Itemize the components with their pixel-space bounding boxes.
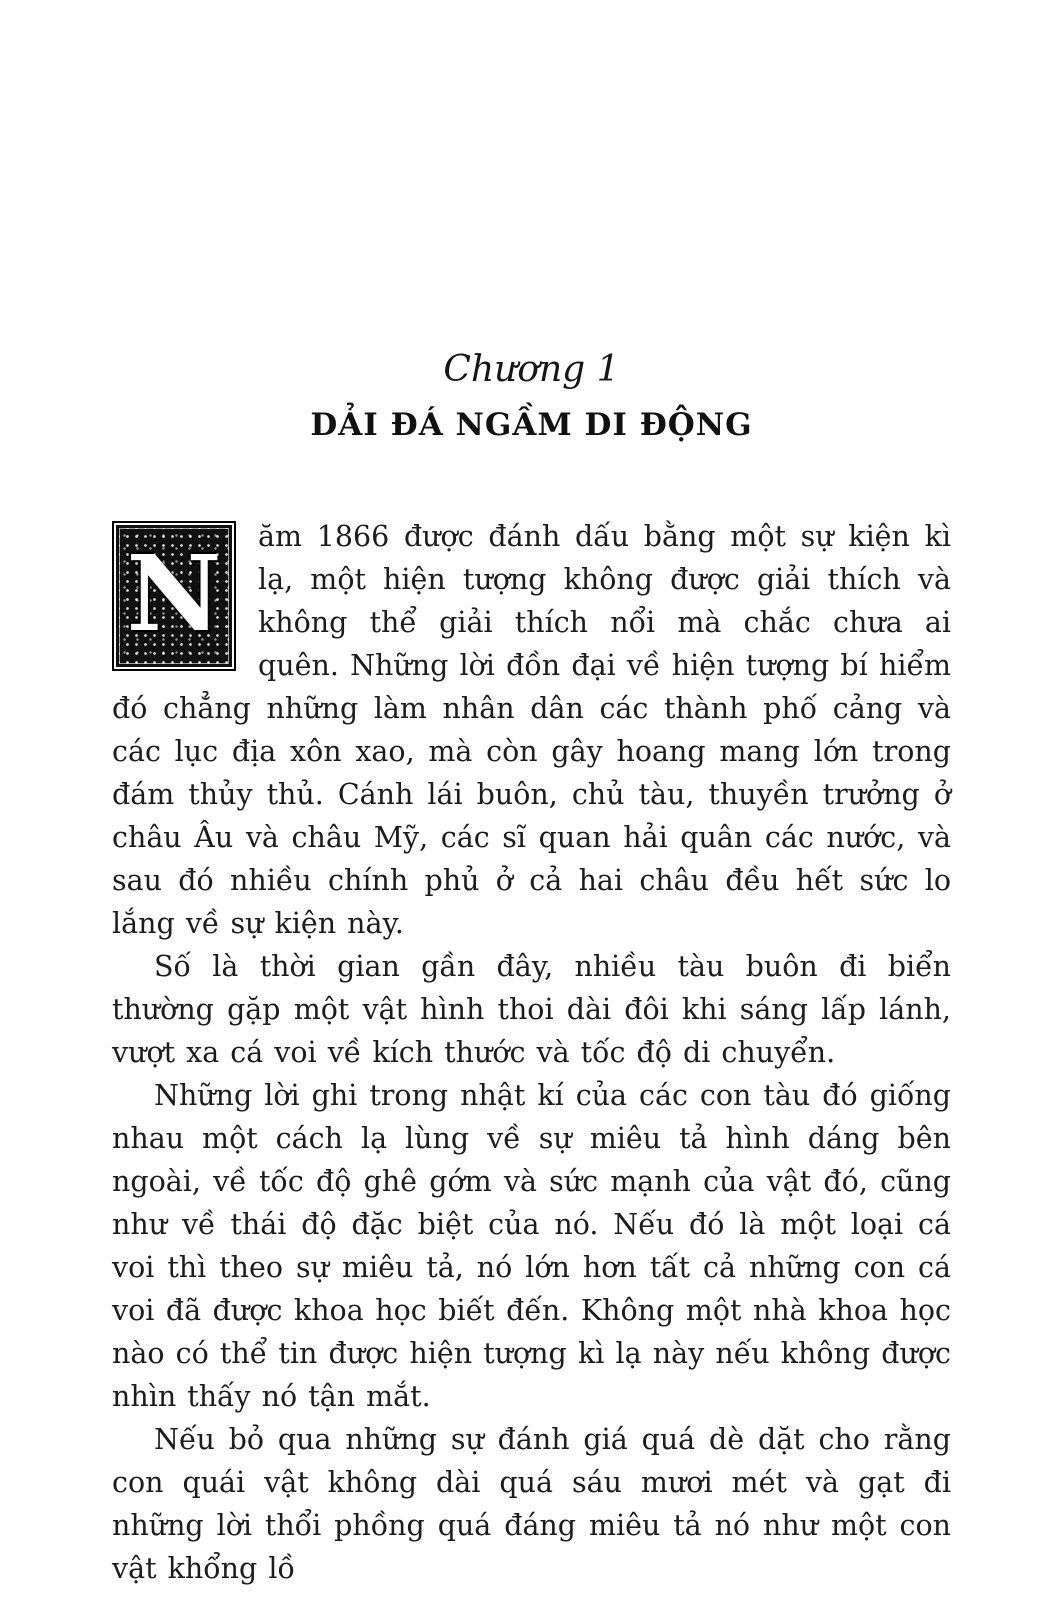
chapter-title: DẢI ĐÁ NGẦM DI ĐỘNG — [310, 406, 753, 443]
paragraph-3: Những lời ghi trong nhật kí của các con tàu đó giống nhau một cách lạ lùng về sự miêu tả hình dáng bên ngoài, về tốc độ ghê gớm và sức mạnh của vật đó, cũng như về thái độ đặc biệt của nó. Nếu đó là một loại cá voi thì theo sự miêu tả, nó lớn hơn tất cả những con cá voi đã được khoa học biết đến. Không một nhà khoa học nào có thể tin được hiện tượng kì lạ này nếu không được nhìn thấy nó tận mắt. — [112, 1078, 951, 1413]
paragraph-1-text: ăm 1866 được đánh dấu bằng một sự kiện kì lạ, một hiện tượng không được giải thích và không thể giải thích nổi mà chắc chưa ai quên. Những lời đồn đại về hiện tượng bí hiểm đó chẳng những làm nhân dân các thành phố cảng và các lục địa xôn xao, mà còn gây hoang mang lớn trong đám thủy thủ. Cánh lái buôn, chủ tàu, thuyền trưởng ở châu Âu và châu Mỹ, các sĩ quan hải quân các nước, và sau đó nhiều chính phủ ở cả hai châu đều hết sức lo lắng về sự kiện này. — [112, 519, 951, 940]
drop-cap-letter: N — [126, 531, 222, 655]
paragraph-2: Số là thời gian gần đây, nhiều tàu buôn đi biển thường gặp một vật hình thoi dài đôi khi sáng lấp lánh, vượt xa cá voi về kích thước và tốc độ di chuyển. — [112, 949, 951, 1069]
paragraph-1 — [112, 515, 951, 945]
body-text — [112, 515, 951, 1590]
chapter-label: Chương 1 — [443, 349, 620, 390]
paragraph-4: Nếu bỏ qua những sự đánh giá quá dè dặt cho rằng con quái vật không dài quá sáu mươi mét và gạt đi những lời thổi phồng quá đáng miêu tả nó như một con vật khổng lồ — [112, 1422, 951, 1585]
drop-cap-ornament — [112, 521, 236, 671]
